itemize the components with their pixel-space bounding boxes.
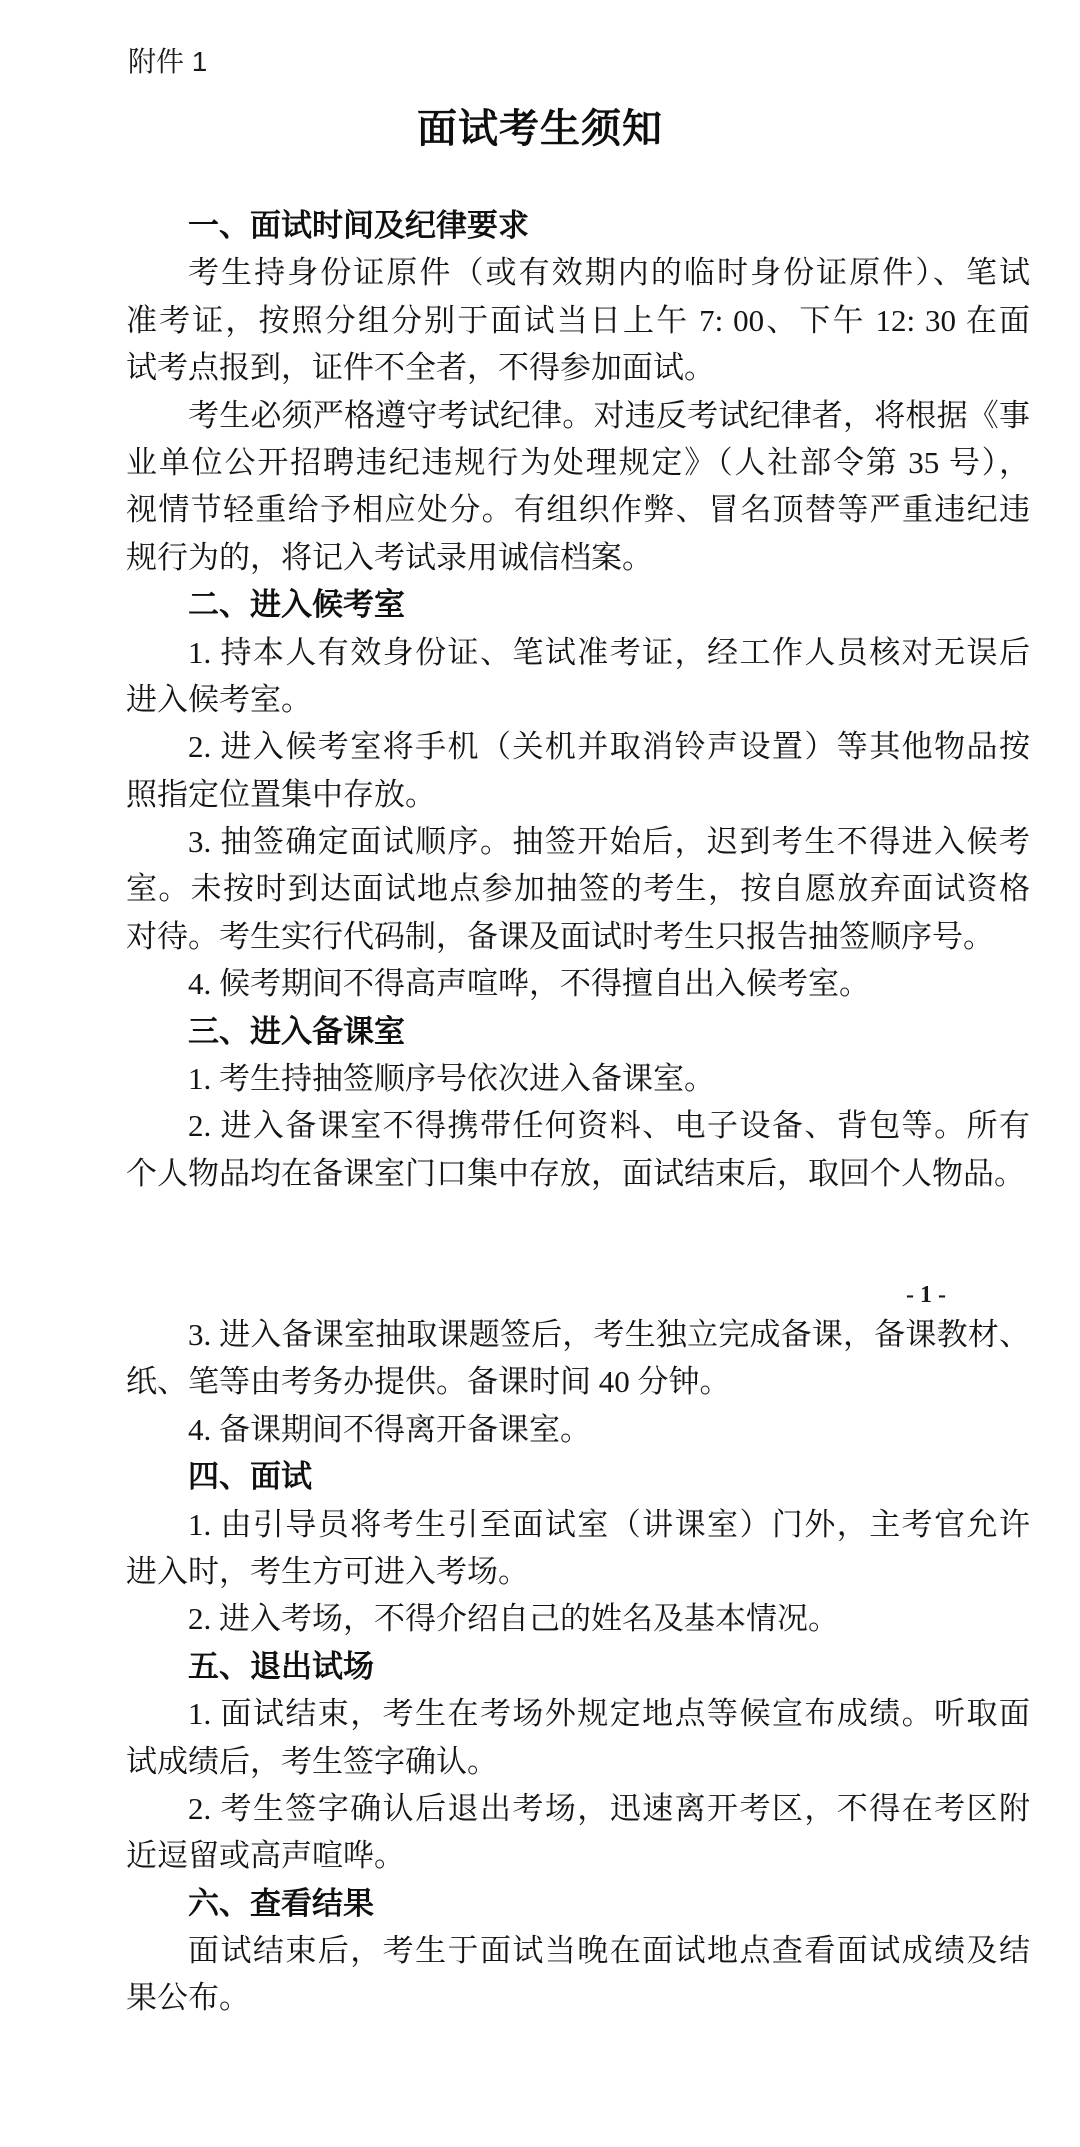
text-line: 个人物品均在备课室门口集中存放，面试结束后，取回个人物品。 bbox=[126, 1155, 1025, 1191]
text-line: 果公布。 bbox=[126, 1980, 250, 2016]
section-heading: 三、进入备课室 bbox=[188, 1013, 405, 1049]
text-line: 1. 持本人有效身份证、笔试准考证，经工作人员核对无误后 bbox=[188, 634, 1030, 670]
section-heading: 一、面试时间及纪律要求 bbox=[188, 208, 529, 243]
text-line: 2. 进入候考室将手机（关机并取消铃声设置）等其他物品按 bbox=[188, 729, 1030, 765]
page-1-text-block bbox=[126, 202, 1030, 1197]
text-line: 2. 考生签字确认后退出考场，迅速离开考区，不得在考区附 bbox=[188, 1790, 1030, 1826]
text-line: 近逗留或高声喧哗。 bbox=[126, 1838, 405, 1874]
text-line: 3. 抽签确定面试顺序。抽签开始后，迟到考生不得进入候考 bbox=[188, 824, 1030, 860]
text-line: 照指定位置集中存放。 bbox=[126, 776, 436, 812]
text-line: 4. 备课期间不得离开备课室。 bbox=[188, 1411, 591, 1447]
section-heading: 六、查看结果 bbox=[188, 1885, 374, 1921]
text-line: 考生持身份证原件（或有效期内的临时身份证原件）、笔试 bbox=[188, 255, 1030, 291]
text-line: 业单位公开招聘违纪违规行为处理规定》（人社部令第 35 号）， bbox=[126, 444, 1030, 480]
text-line: 4. 候考期间不得高声喧哗，不得擅自出入候考室。 bbox=[188, 966, 870, 1002]
section-heading: 五、退出试场 bbox=[188, 1648, 374, 1684]
text-line: 准考证，按照分组分别于面试当日上午 7: 00、下午 12: 30 在面 bbox=[126, 302, 1030, 338]
text-line: 3. 进入备课室抽取课题签后，考生独立完成备课，备课教材、 bbox=[188, 1317, 1030, 1352]
text-line: 1. 考生持抽签顺序号依次进入备课室。 bbox=[188, 1061, 715, 1097]
text-line: 试成绩后，考生签字确认。 bbox=[126, 1743, 498, 1779]
text-line: 视情节轻重给予相应处分。有组织作弊、冒名顶替等严重违纪违 bbox=[126, 492, 1030, 528]
document-title: 面试考生须知 bbox=[417, 106, 663, 151]
text-line: 2. 进入考场，不得介绍自己的姓名及基本情况。 bbox=[188, 1601, 839, 1637]
text-line: 进入时，考生方可进入考场。 bbox=[126, 1553, 529, 1589]
text-line: 试考点报到，证件不全者，不得参加面试。 bbox=[126, 350, 715, 386]
text-line: 2. 进入备课室不得携带任何资料、电子设备、背包等。所有 bbox=[188, 1108, 1030, 1144]
text-line: 纸、笔等由考务办提供。备课时间 40 分钟。 bbox=[126, 1364, 731, 1400]
text-line: 1. 由引导员将考生引至面试室（讲课室）门外，主考官允许 bbox=[188, 1506, 1030, 1542]
section-heading: 二、进入候考室 bbox=[188, 587, 405, 623]
text-line: 进入候考室。 bbox=[126, 681, 312, 717]
text-line: 面试结束后，考生于面试当晚在面试地点查看面试成绩及结 bbox=[188, 1933, 1030, 1969]
text-line: 1. 面试结束，考生在考场外规定地点等候宣布成绩。听取面 bbox=[188, 1696, 1030, 1732]
attachment-label: 附件 1 bbox=[128, 46, 208, 77]
text-line: 考生必须严格遵守考试纪律。对违反考试纪律者，将根据《事 bbox=[188, 397, 1030, 433]
text-line: 对待。考生实行代码制，备课及面试时考生只报告抽签顺序号。 bbox=[126, 918, 994, 954]
section-heading: 四、面试 bbox=[188, 1459, 312, 1495]
text-line: 室。未按时到达面试地点参加抽签的考生，按自愿放弃面试资格 bbox=[126, 871, 1030, 907]
text-line: 规行为的，将记入考试录用诚信档案。 bbox=[126, 539, 653, 575]
page-number: - 1 - bbox=[906, 1282, 946, 1308]
page-2-text-block bbox=[126, 1311, 1030, 2022]
